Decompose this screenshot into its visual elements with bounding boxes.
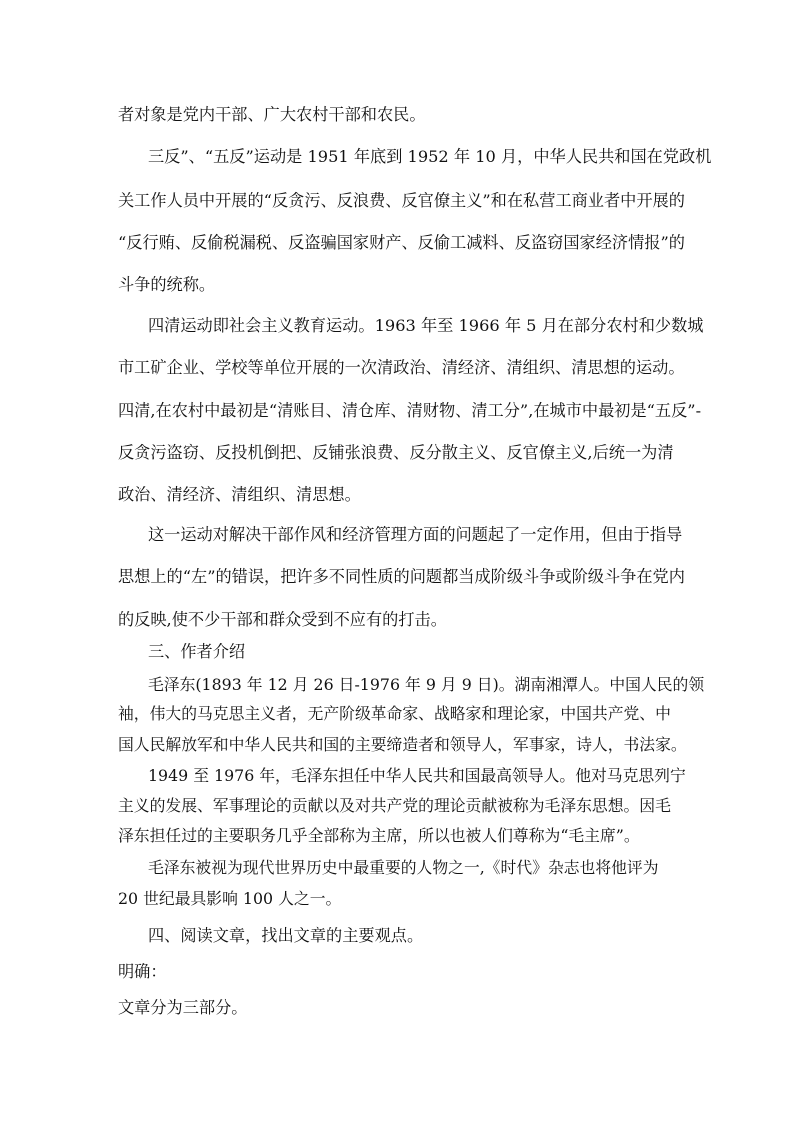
- text-line: 四清运动即社会主义教育运动。1963 年至 1966 年 5 月在部分农村和少数城: [148, 316, 704, 335]
- text-line: 思想上的“左”的错误，把许多不同性质的问题都当成阶级斗争或阶级斗争在党内: [118, 567, 685, 586]
- text-line: 国人民解放军和中华人民共和国的主要缔造者和领导人，军事家，诗人，书法家。: [118, 735, 687, 754]
- text-line: 者对象是党内干部、广大农村干部和农民。: [118, 105, 426, 124]
- text-line: 政治、清经济、清组织、清思想。: [118, 485, 361, 504]
- text-line: 毛泽东(1893 年 12 月 26 日-1976 年 9 月 9 日)。湖南湘潭人。中国人民的领: [148, 675, 705, 694]
- text-line: 20 世纪最具影响 100 人之一。: [118, 889, 342, 908]
- heading-text: 四、阅读文章，找出文章的主要观点。: [148, 926, 424, 945]
- text-line: 泽东担任过的主要职务几乎全部称为主席，所以也被人们尊称为“毛主席”。: [118, 826, 640, 845]
- text-line: 四清,在农村中最初是“清账目、清仓库、清财物、清工分”,在城市中最初是“五反”-: [118, 401, 702, 420]
- text-line: 文章分为三部分。: [118, 998, 248, 1017]
- text-line: 这一运动对解决干部作风和经济管理方面的问题起了一定作用，但由于指导: [148, 525, 683, 544]
- text-line: 市工矿企业、学校等单位开展的一次清政治、清经济、清组织、清思想的运动。: [118, 358, 685, 377]
- heading-text: 三、作者介绍: [148, 642, 246, 661]
- text-line: “反行贿、反偷税漏税、反盗骗国家财产、反偷工减料、反盗窃国家经济情报”的: [118, 233, 685, 252]
- text-line: 毛泽东被视为现代世界历史中最重要的人物之一,《时代》杂志也将他评为: [148, 858, 659, 877]
- label-text: 明确：: [118, 962, 167, 981]
- text-line: 三反”、“五反”运动是 1951 年底到 1952 年 10 月，中华人民共和国在党政机: [148, 147, 712, 166]
- text-line: 反贪污盗窃、反投机倒把、反铺张浪费、反分散主义、反官僚主义,后统一为清: [118, 443, 674, 462]
- text-line: 关工作人员中开展的“反贪污、反浪费、反官僚主义”和在私营工商业者中开展的: [118, 191, 685, 210]
- text-line: 主义的发展、军事理论的贡献以及对共产党的理论贡献被称为毛泽东思想。因毛: [118, 796, 671, 815]
- text-line: 的反映,使不少干部和群众受到不应有的打击。: [118, 610, 447, 629]
- text-line: 袖，伟大的马克思主义者，无产阶级革命家、战略家和理论家，中国共产党、中: [118, 704, 671, 723]
- text-line: 斗争的统称。: [118, 275, 216, 294]
- text-line: 1949 至 1976 年，毛泽东担任中华人民共和国最高领导人。他对马克思列宁: [148, 766, 686, 785]
